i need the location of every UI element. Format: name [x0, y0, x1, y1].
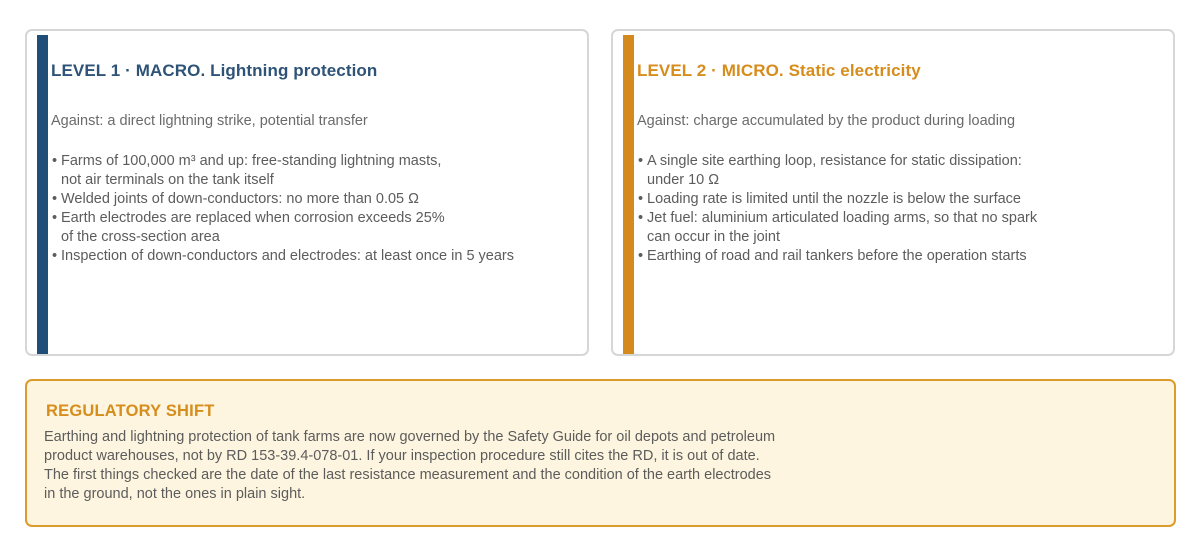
regulatory-shift-box — [25, 379, 1176, 527]
list-item: • Loading rate is limited until the nozzle is below the surface — [637, 190, 1037, 209]
level2-against: Against: charge accumulated by the product during loading — [637, 113, 1016, 129]
regulatory-shift-body: Earthing and lightning protection of tank farms are now governed by the Safety Guide for oil depots and petroleum product warehouses, not by RD 153-39.4-078-01. If your inspection procedure still cites the RD, it is out of date. The first things checked are the date of the last resistance measurement and the condition of the earth electrodes in the ground, not the ones in plain sight. — [44, 429, 776, 502]
list-item: • Inspection of down-conductors and electrodes: at least once in 5 years — [51, 247, 514, 266]
list-item: • Earth electrodes are replaced when corrosion exceeds 25% of the cross-section area — [51, 209, 514, 247]
list-item: • Welded joints of down-conductors: no more than 0.05 Ω — [51, 190, 514, 209]
level1-title: LEVEL 1 · MACRO. Lightning protection — [51, 61, 378, 80]
level1-list — [51, 152, 514, 266]
level1-accent-bar — [37, 35, 48, 354]
list-item: • Farms of 100,000 m³ and up: free-standing lightning masts, not air terminals on the tank itself — [51, 152, 514, 190]
list-item: • Jet fuel: aluminium articulated loading arms, so that no spark can occur in the joint — [637, 209, 1037, 247]
level1-card — [25, 29, 589, 356]
level2-accent-bar — [623, 35, 634, 354]
level2-title: LEVEL 2 · MICRO. Static electricity — [637, 61, 921, 80]
level2-card — [611, 29, 1175, 356]
list-item: • Earthing of road and rail tankers before the operation starts — [637, 247, 1037, 266]
list-item: • A single site earthing loop, resistance for static dissipation: under 10 Ω — [637, 152, 1037, 190]
level2-list — [637, 152, 1037, 266]
regulatory-shift-title: REGULATORY SHIFT — [46, 402, 215, 420]
level1-against: Against: a direct lightning strike, potential transfer — [51, 113, 368, 129]
